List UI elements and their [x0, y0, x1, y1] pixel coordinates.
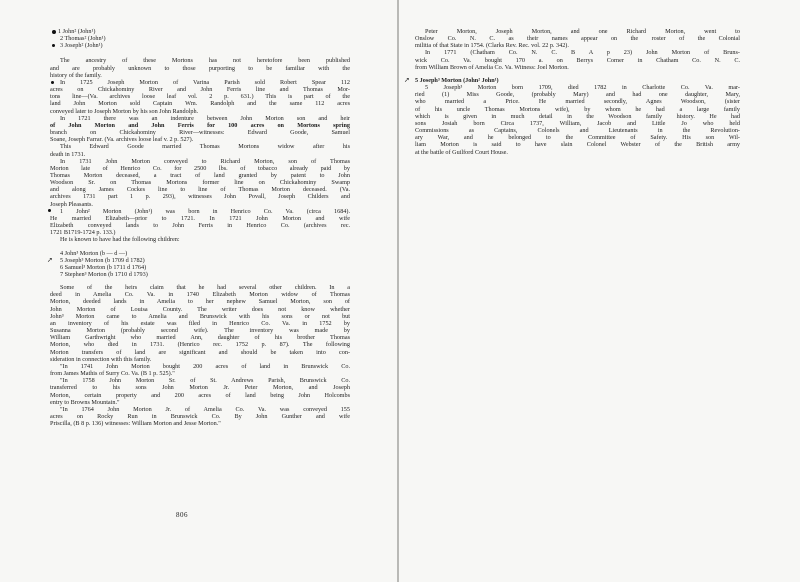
list-item: 2 Thomas² (John¹) — [60, 35, 106, 43]
paragraph: Peter Morton, Joseph Morton, and one Richard Morton, went to Onslow Co. N. C. as their names appear on the roster of the Colonial militia of that State in 1754. (Clarks Rev. Rec. vol. 22 p. 342). — [415, 28, 740, 50]
list-item: ➚ 5 Joseph³ Morton (b 1709 d 1782) — [47, 255, 145, 264]
page-number: 806 — [176, 511, 188, 519]
paragraph: The ancestry of these Mortons has not heretofore been published and are probably unknown to those purporting to be familiar with the history of the family. — [50, 57, 350, 79]
paragraph: In 1721 there was an indenture between John Morton son and heir of John Morton and John Ferris for 100 acres on Mortons spring branch on Chickahominy River—witnesses: Edward Goode, Samuel Soane, Joseph Farrar. (Va. archives loose leaf v. 2 p. 527). — [50, 114, 350, 144]
arrow-marker-icon: ➚ — [47, 255, 53, 264]
children-list — [47, 249, 350, 279]
paragraph: 5 Joseph³ Morton born 1709, died 1782 in Charlotte Co. Va. mar- ried (1) Miss Goode, (probably Mary) and had one daughter, Mary, who married a Price. He married secondly, Agnes Woodson, (sister of his uncle Thomas Mortons wife), by whom he had a large family which is given in much detail in the Woodson family history. He had sons Josiah born Circa 1737, William, Jacob and Little Jo who held Commissions as Captains, Colonels and Lieutenants in the Revolution- ary War, and he belonged to the Committee of Safety. His son Wil- liam Morton is said to have slain Colonel Webster of the British army at the battle of Guilford Court House. — [415, 84, 740, 156]
section-heading: ➚ 5 Joseph³ Morton (John² John¹) — [404, 75, 499, 84]
bullet-marker — [52, 30, 56, 34]
list-item: 6 Samuel³ Morton (b 1711 d 1764) — [60, 263, 147, 271]
paragraph: Some of the heirs claim that he had several other children. In a deed in Amelia Co. Va. in 1740 Elizabeth Morton widow of Thomas Morton, deeded lands in Amelia to her nephew Samuel Morton, son of John Morton of Louisa County. The writer does not know whether John³ Morton came to Amelia and Brunswick with his sons or not but an inventory of his estate was filed in Henrico Co. Va. in 1752 by Susanna Morton (probably second wife). The inventory was made by William Garthwright who married Ann, daughter of his brother Thomas Morton, who died in 1731. (Henrico rec. 1752 p. 87). The following Morton transfers of land are significant and should be taken into con- sideration in connection with this family. — [50, 284, 350, 363]
generation-list-top — [50, 28, 350, 49]
paragraph: "In 1758 John Morton Sr. of St. Andrews Parish, Brunswick Co. transferred to his sons John Morton Jr. Peter Morton, and Joseph Morton, certain property and 200 acres of land being John Holcombs entry to Browns Mountain." — [50, 377, 350, 406]
paragraph: In 1731 John Morton conveyed to Richard Morton, son of Thomas Morton late of Henrico Co. for 2500 lbs. of tobacco already paid by Thomas Morton deceased, a tract of land granted by patent to John Woodson Sr. on Thomas Mortons former line on Chickahominy Swamp and along James Cockes line to line of Thomas Morton deceased. (Va. archives 1731 part 1 p. 293), witnesses John Povall, Joseph Childers and Joseph Pleasants. — [50, 157, 350, 208]
paragraph: "In 1764 John Morton Jr. of Amelia Co. Va. was conveyed 155 acres on Rocky Run in Brunswick Co. By John Gunther and wife Priscilla, (B 8 p. 136) witnesses: William Morton and Jesse Morton." — [50, 405, 350, 428]
left-column — [47, 28, 350, 428]
list-item: 3 Joseph² (John¹) — [50, 42, 350, 49]
list-item: 1 John² (John¹) — [50, 28, 350, 35]
paragraph: "In 1741 John Morton bought 200 acres of land in Brunswick Co. from James Mathis of Surry Co. Va. (B 1 p. 525)." — [50, 362, 350, 378]
paragraph: This Edward Goode married Thomas Mortons widow after his death in 1731. — [50, 143, 350, 158]
paragraph: In 1725 Joseph Morton of Varina Parish sold Robert Spear 112 acres on Chickahominy River and John Ferris line and Thomas Mor- tons line—(Va. archives loose leaf vol. 2 p. 631.) This is part of the land John Morton sold Captain Wm. Randolph and the same 112 acres conveyed later to Joseph Morton by his son John Randolph. — [50, 78, 350, 115]
bullet-marker — [51, 81, 54, 84]
list-item: 7 Stephen³ Morton (b 1710 d 1793) — [60, 271, 148, 278]
paragraph: He is known to have had the following children: — [60, 236, 180, 244]
bullet-marker — [52, 44, 55, 47]
paragraph: 1 John² Morton (John¹) was born in Henrico Co. Va. (circa 1684). He married Elizabeth—prior to 1721. In 1721 John Morton and wife Elizabeth conveyed lands to John Ferris in Henrico Co. (archives rec. 1721 B1719-1724 p. 133.) — [50, 207, 350, 237]
list-item: 4 John³ Morton (b — d —) — [60, 249, 128, 257]
right-column — [404, 28, 740, 156]
bullet-marker — [48, 209, 51, 212]
paragraph: In 1771 (Chatham Co. N. C. B A p 23) John Morton of Bruns- wick Co. Va. bought 170 a. on Berrys Corner in Chatham Co. N. C. from William Brown of Amelia Co. Va. Witness: Joel Morton. — [415, 49, 740, 71]
arrow-marker-icon: ➚ — [404, 75, 410, 84]
